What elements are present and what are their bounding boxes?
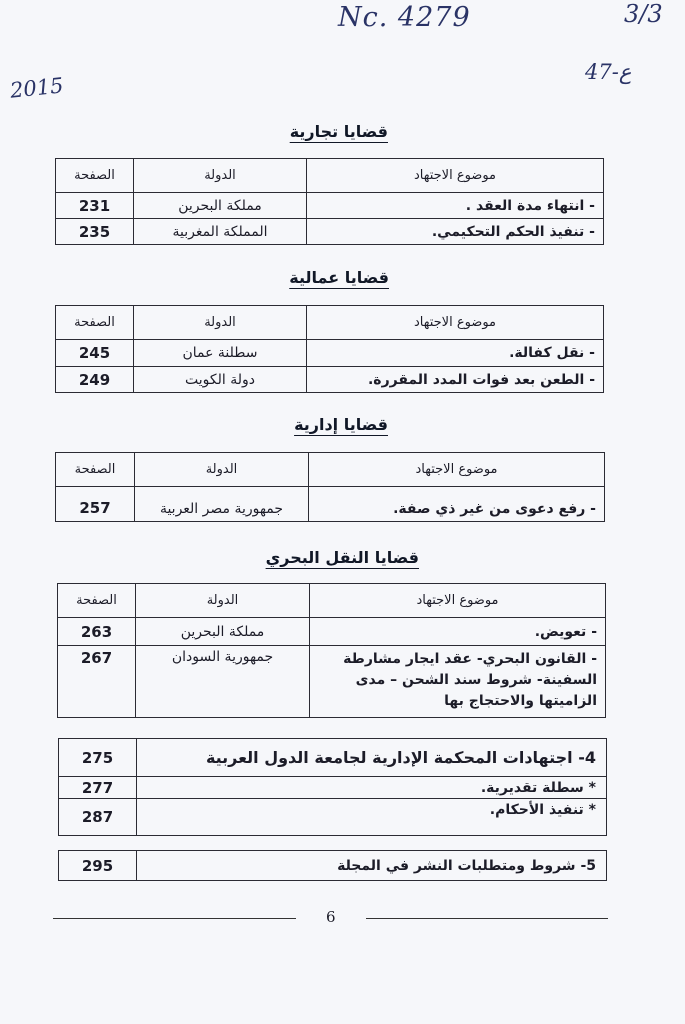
row-topic: - انتهاء مدة العقد . (307, 193, 604, 219)
row-page: 245 (56, 340, 134, 367)
page-number: 6 (326, 908, 336, 926)
table-row (56, 193, 604, 219)
row-page: 231 (56, 193, 134, 219)
commercial-cases-table (55, 158, 604, 245)
table-row (56, 367, 604, 393)
handwritten-reference: Nc. 4279 (338, 2, 471, 33)
row-topic: * سطلة تقديرية. (137, 777, 607, 799)
table-header-row (58, 584, 606, 618)
header-page: الصفحة (56, 453, 135, 487)
row-topic: - تعويض. (310, 618, 606, 646)
header-country: الدولة (135, 453, 309, 487)
table-row (59, 799, 607, 836)
header-country: الدولة (134, 306, 307, 340)
header-page: الصفحة (58, 584, 136, 618)
section5-text: 5- شروط ومتطلبات النشر في المجلة (137, 851, 607, 881)
header-page: الصفحة (56, 306, 134, 340)
table-row (59, 777, 607, 799)
section-title-maritime: قضايا النقل البحري (265, 548, 419, 567)
table-row (58, 618, 606, 646)
row-page: 277 (59, 777, 137, 799)
header-topic: موضوع الاجتهاد (307, 306, 604, 340)
arab-league-court-table (58, 738, 607, 836)
table-header-row (56, 159, 604, 193)
row-country: جمهورية مصر العربية (135, 487, 309, 522)
row-topic: - القانون البحري- عقد ايجار مشارطة السفينة- شروط سند الشحن – مدى الزاميتها والاحتجاج بها (310, 646, 606, 718)
footer-line-right (366, 918, 608, 919)
header-page: الصفحة (56, 159, 134, 193)
header-country: الدولة (136, 584, 310, 618)
labor-cases-table (55, 305, 604, 393)
header-topic: موضوع الاجتهاد (310, 584, 606, 618)
footer-line-left (53, 918, 296, 919)
row-page: 267 (58, 646, 136, 718)
table-header-row (56, 306, 604, 340)
publication-terms-table (58, 850, 607, 881)
handwritten-year: 2015 (8, 73, 65, 103)
table-row (58, 646, 606, 718)
table-row (56, 487, 605, 522)
handwritten-code: 47-ع (585, 60, 632, 84)
row-topic: - نقل كفالة. (307, 340, 604, 367)
row-topic: - تنفيذ الحكم التحكيمي. (307, 219, 604, 245)
row-topic: - الطعن بعد فوات المدد المقررة. (307, 367, 604, 393)
row-country: سطلنة عمان (134, 340, 307, 367)
row-country: مملكة البحرين (134, 193, 307, 219)
row-page: 275 (59, 739, 137, 777)
table-row (59, 739, 607, 777)
section4-title: 4- اجتهادات المحكمة الإدارية لجامعة الدول العربية (137, 739, 607, 777)
row-page: 295 (59, 851, 137, 881)
maritime-cases-table (57, 583, 606, 718)
row-topic: - رفع دعوى من غير ذي صفة. (309, 487, 605, 522)
row-page: 249 (56, 367, 134, 393)
row-page: 263 (58, 618, 136, 646)
table-header-row (56, 453, 605, 487)
header-topic: موضوع الاجتهاد (309, 453, 605, 487)
table-row (56, 219, 604, 245)
section-title-labor: قضايا عمالية (289, 268, 389, 287)
row-country: دولة الكويت (134, 367, 307, 393)
row-country: المملكة المغربية (134, 219, 307, 245)
handwritten-page-mark: 3/3 (624, 0, 663, 28)
section-title-administrative: قضايا إدارية (294, 415, 388, 434)
row-page: 235 (56, 219, 134, 245)
row-page: 287 (59, 799, 137, 836)
administrative-cases-table (55, 452, 605, 522)
header-topic: موضوع الاجتهاد (307, 159, 604, 193)
table-row (59, 851, 607, 881)
header-country: الدولة (134, 159, 307, 193)
row-topic: * تنفيذ الأحكام. (137, 799, 607, 836)
row-country: جمهورية السودان (136, 646, 310, 718)
table-row (56, 340, 604, 367)
row-page: 257 (56, 487, 135, 522)
row-country: مملكة البحرين (136, 618, 310, 646)
section-title-commercial: قضايا تجارية (289, 122, 388, 141)
